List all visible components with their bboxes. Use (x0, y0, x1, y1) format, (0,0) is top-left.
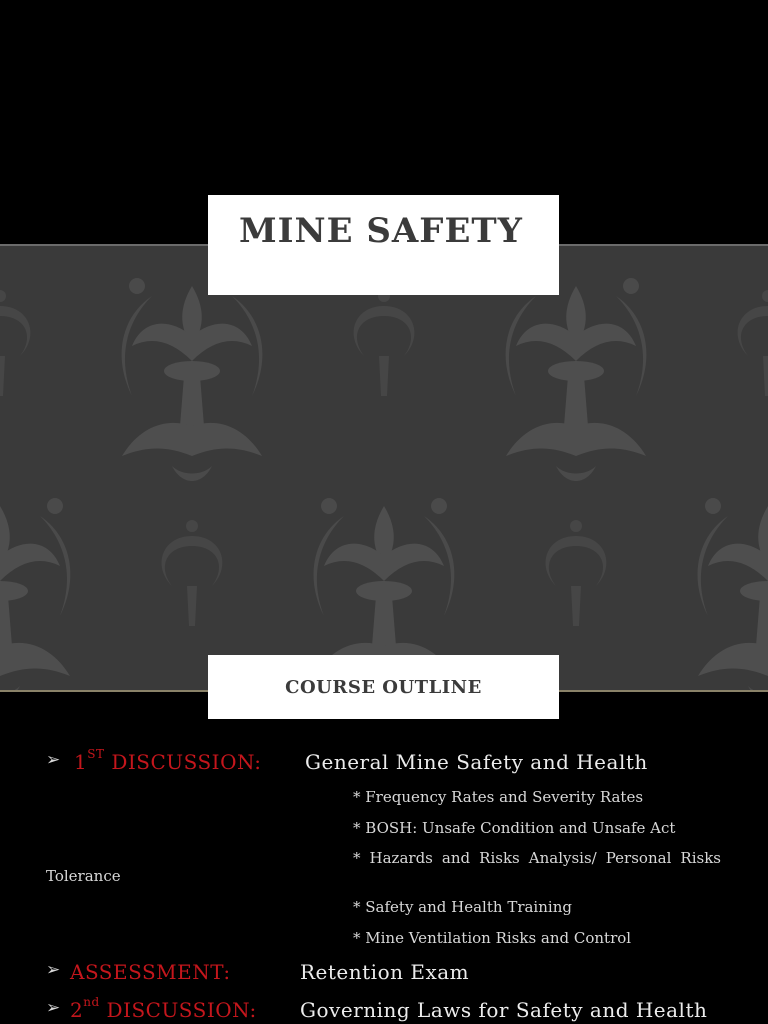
discussion-1-subitem-wrap: Tolerance (46, 867, 121, 885)
title-box (208, 195, 559, 295)
discussion-2-topic: Governing Laws for Safety and Health (300, 998, 708, 1022)
discussion-1-topic: General Mine Safety and Health (305, 750, 648, 774)
discussion-1-subitem: * Mine Ventilation Risks and Control (353, 929, 632, 947)
slide-subtitle: COURSE OUTLINE (285, 676, 482, 698)
discussion-1-subitem-hazards: * Hazards and Risks Analysis/ Personal Risks (353, 849, 721, 867)
assessment-label: ASSESSMENT: (70, 960, 231, 984)
discussion-1-subitem: * Frequency Rates and Severity Rates (353, 788, 644, 806)
assessment-topic: Retention Exam (300, 960, 470, 984)
discussion-1-subitem: * Safety and Health Training (353, 898, 572, 916)
discussion-2-label: 2nd DISCUSSION: (70, 995, 257, 1022)
bullet-arrow-icon: ➢ (46, 750, 61, 770)
bullet-arrow-icon: ➢ (46, 998, 61, 1018)
damask-background (0, 244, 768, 692)
discussion-1-label: 1ST DISCUSSION: (74, 747, 262, 774)
slide-title: MINE SAFETY (239, 211, 523, 251)
bullet-arrow-icon: ➢ (46, 960, 61, 980)
discussion-1-subitem: * BOSH: Unsafe Condition and Unsafe Act (353, 819, 676, 837)
subtitle-box (208, 655, 559, 719)
